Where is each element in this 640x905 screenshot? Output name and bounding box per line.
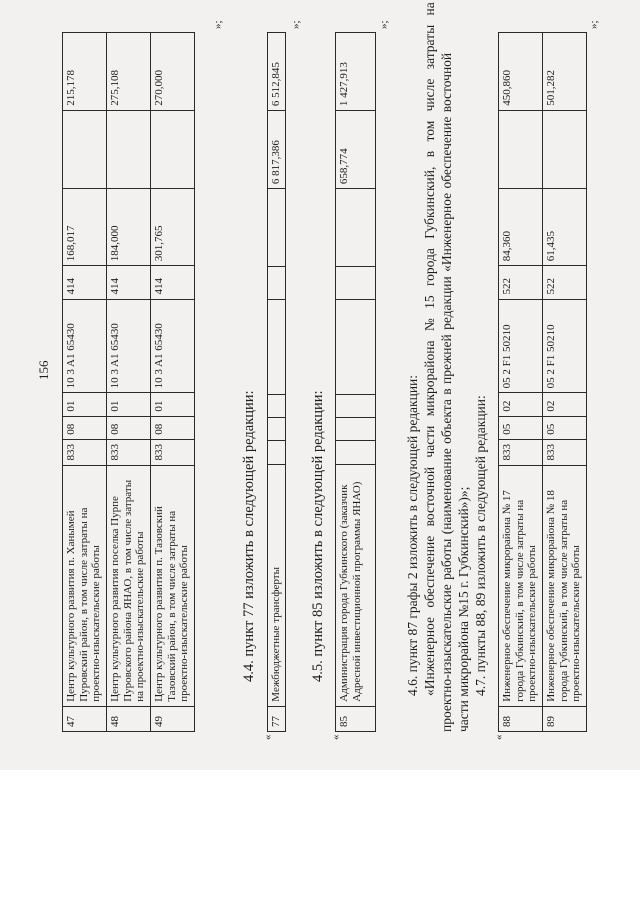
cell-value-3: 501,282 xyxy=(543,33,587,111)
cell-section: 08 xyxy=(107,416,151,439)
cell-target: 10 3 A1 65430 xyxy=(151,299,195,393)
cell-name: Центр культурного развития п. Ханымей Пуровский район, в том числе затраты на проектно-изыскательские работы xyxy=(63,465,107,706)
cell-target: 05 2 F1 50210 xyxy=(543,299,587,393)
closing-quote: »; xyxy=(290,20,302,29)
cell-name: Администрация города Губкинского (заказчик Адресной инвестиционной программы ЯНАО) xyxy=(336,464,376,706)
cell-vr: 414 xyxy=(107,266,151,299)
item-4-6-line-1: 4.6. пункт 87 графы 2 изложить в следующей редакции: xyxy=(405,374,420,696)
table-row xyxy=(268,33,286,732)
cell-name: Инженерное обеспечение микрорайона № 18 города Губкинский, в том числе затраты на проектно-изыскательские работы xyxy=(543,465,587,706)
cell-subsection: 02 xyxy=(499,393,543,416)
cell-number: 85 xyxy=(336,706,376,731)
cell-value-2 xyxy=(63,110,107,188)
table-rows-88-89 xyxy=(498,32,587,732)
cell-value-1 xyxy=(336,189,376,267)
cell-number: 77 xyxy=(268,706,286,731)
cell-value-1: 168,017 xyxy=(63,188,107,266)
cell-subsection xyxy=(336,394,376,417)
cell-value-2: 6 817,386 xyxy=(268,111,286,189)
item-4-5-heading: 4.5. пункт 85 изложить в следующей редакции: xyxy=(310,390,326,682)
cell-target xyxy=(336,300,376,394)
cell-number: 48 xyxy=(107,706,151,731)
cell-value-1 xyxy=(268,189,286,267)
cell-section: 05 xyxy=(543,416,587,439)
cell-section xyxy=(336,417,376,440)
cell-value-1: 84,360 xyxy=(499,188,543,266)
cell-vr: 522 xyxy=(543,266,587,299)
cell-section: 08 xyxy=(63,416,107,439)
cell-vr xyxy=(268,267,286,300)
closing-quote: »; xyxy=(588,20,600,29)
cell-value-2 xyxy=(499,110,543,188)
cell-vr xyxy=(336,267,376,300)
cell-code: 833 xyxy=(543,439,587,465)
table-row-85 xyxy=(335,32,376,732)
cell-subsection: 02 xyxy=(543,393,587,416)
opening-quote: « xyxy=(330,734,342,740)
cell-value-1: 61,435 xyxy=(543,188,587,266)
cell-target xyxy=(268,300,286,394)
item-4-6-line-3: проектно-изыскательские работы (наименование объекта в прежней редакции «Инженерное обеспечение восточной xyxy=(439,52,454,732)
page-number: 156 xyxy=(36,360,51,380)
cell-number: 88 xyxy=(499,706,543,731)
table-row xyxy=(107,33,151,732)
cell-value-3: 450,860 xyxy=(499,33,543,111)
cell-value-2 xyxy=(107,110,151,188)
cell-number: 47 xyxy=(63,706,107,731)
cell-value-3: 270,000 xyxy=(151,33,195,111)
cell-value-2 xyxy=(151,110,195,188)
cell-value-3: 1 427,913 xyxy=(336,33,376,111)
cell-section xyxy=(268,417,286,440)
cell-code xyxy=(336,441,376,464)
cell-value-3: 6 512,845 xyxy=(268,33,286,111)
item-4-6-line-4: части микрорайона №15 г. Губкинский»)»; xyxy=(456,486,471,732)
cell-value-1: 184,000 xyxy=(107,188,151,266)
cell-name: Межбюджетные трансферты xyxy=(268,464,286,706)
item-4-7-heading: 4.7. пункты 88, 89 изложить в следующей редакции: xyxy=(473,395,488,696)
cell-code: 833 xyxy=(107,439,151,465)
cell-target: 10 3 A1 65430 xyxy=(107,299,151,393)
cell-name: Инженерное обеспечение микрорайона № 17 города Губкинский, в том числе затраты на проектно-изыскательские работы xyxy=(499,465,543,706)
cell-subsection: 01 xyxy=(107,393,151,416)
cell-number: 89 xyxy=(543,706,587,731)
item-4-6-line-2: «Инженерное обеспечение восточной части микрорайона № 15 города Губкинский, в том числе затраты на xyxy=(422,2,437,696)
table-row xyxy=(336,33,376,732)
table-rows-47-49 xyxy=(62,32,195,732)
rotated-page-content xyxy=(36,0,600,740)
table-row-77 xyxy=(267,32,286,732)
cell-code: 833 xyxy=(63,439,107,465)
cell-value-1: 301,765 xyxy=(151,188,195,266)
cell-subsection xyxy=(268,394,286,417)
table-row xyxy=(543,33,587,732)
cell-value-2 xyxy=(543,110,587,188)
closing-quote: »; xyxy=(378,20,390,29)
cell-code: 833 xyxy=(151,439,195,465)
cell-subsection: 01 xyxy=(151,393,195,416)
cell-vr: 414 xyxy=(151,266,195,299)
cell-vr: 414 xyxy=(63,266,107,299)
item-4-4-heading: 4.4. пункт 77 изложить в следующей редакции: xyxy=(241,390,257,682)
cell-target: 05 2 F1 50210 xyxy=(499,299,543,393)
cell-number: 49 xyxy=(151,706,195,731)
cell-name: Центр культурного развития поселка Пурпе Пуровского района ЯНАО, в том числе затраты на проектно-изыскательские работы xyxy=(107,465,151,706)
cell-code: 833 xyxy=(499,439,543,465)
cell-name: Центр культурного развития п. Тазовский Тазовский район, в том числе затраты на проектно-изыскательские работы xyxy=(151,465,195,706)
cell-section: 05 xyxy=(499,416,543,439)
cell-target: 10 3 A1 65430 xyxy=(63,299,107,393)
cell-code xyxy=(268,441,286,464)
cell-value-3: 215,178 xyxy=(63,33,107,111)
cell-subsection: 01 xyxy=(63,393,107,416)
table-row xyxy=(499,33,543,732)
cell-section: 08 xyxy=(151,416,195,439)
table-row xyxy=(151,33,195,732)
table-row xyxy=(63,33,107,732)
opening-quote: « xyxy=(262,734,274,740)
closing-quote: »; xyxy=(212,20,224,29)
cell-value-3: 275,108 xyxy=(107,33,151,111)
cell-value-2: 658,774 xyxy=(336,111,376,189)
cell-vr: 522 xyxy=(499,266,543,299)
opening-quote: « xyxy=(493,734,505,740)
